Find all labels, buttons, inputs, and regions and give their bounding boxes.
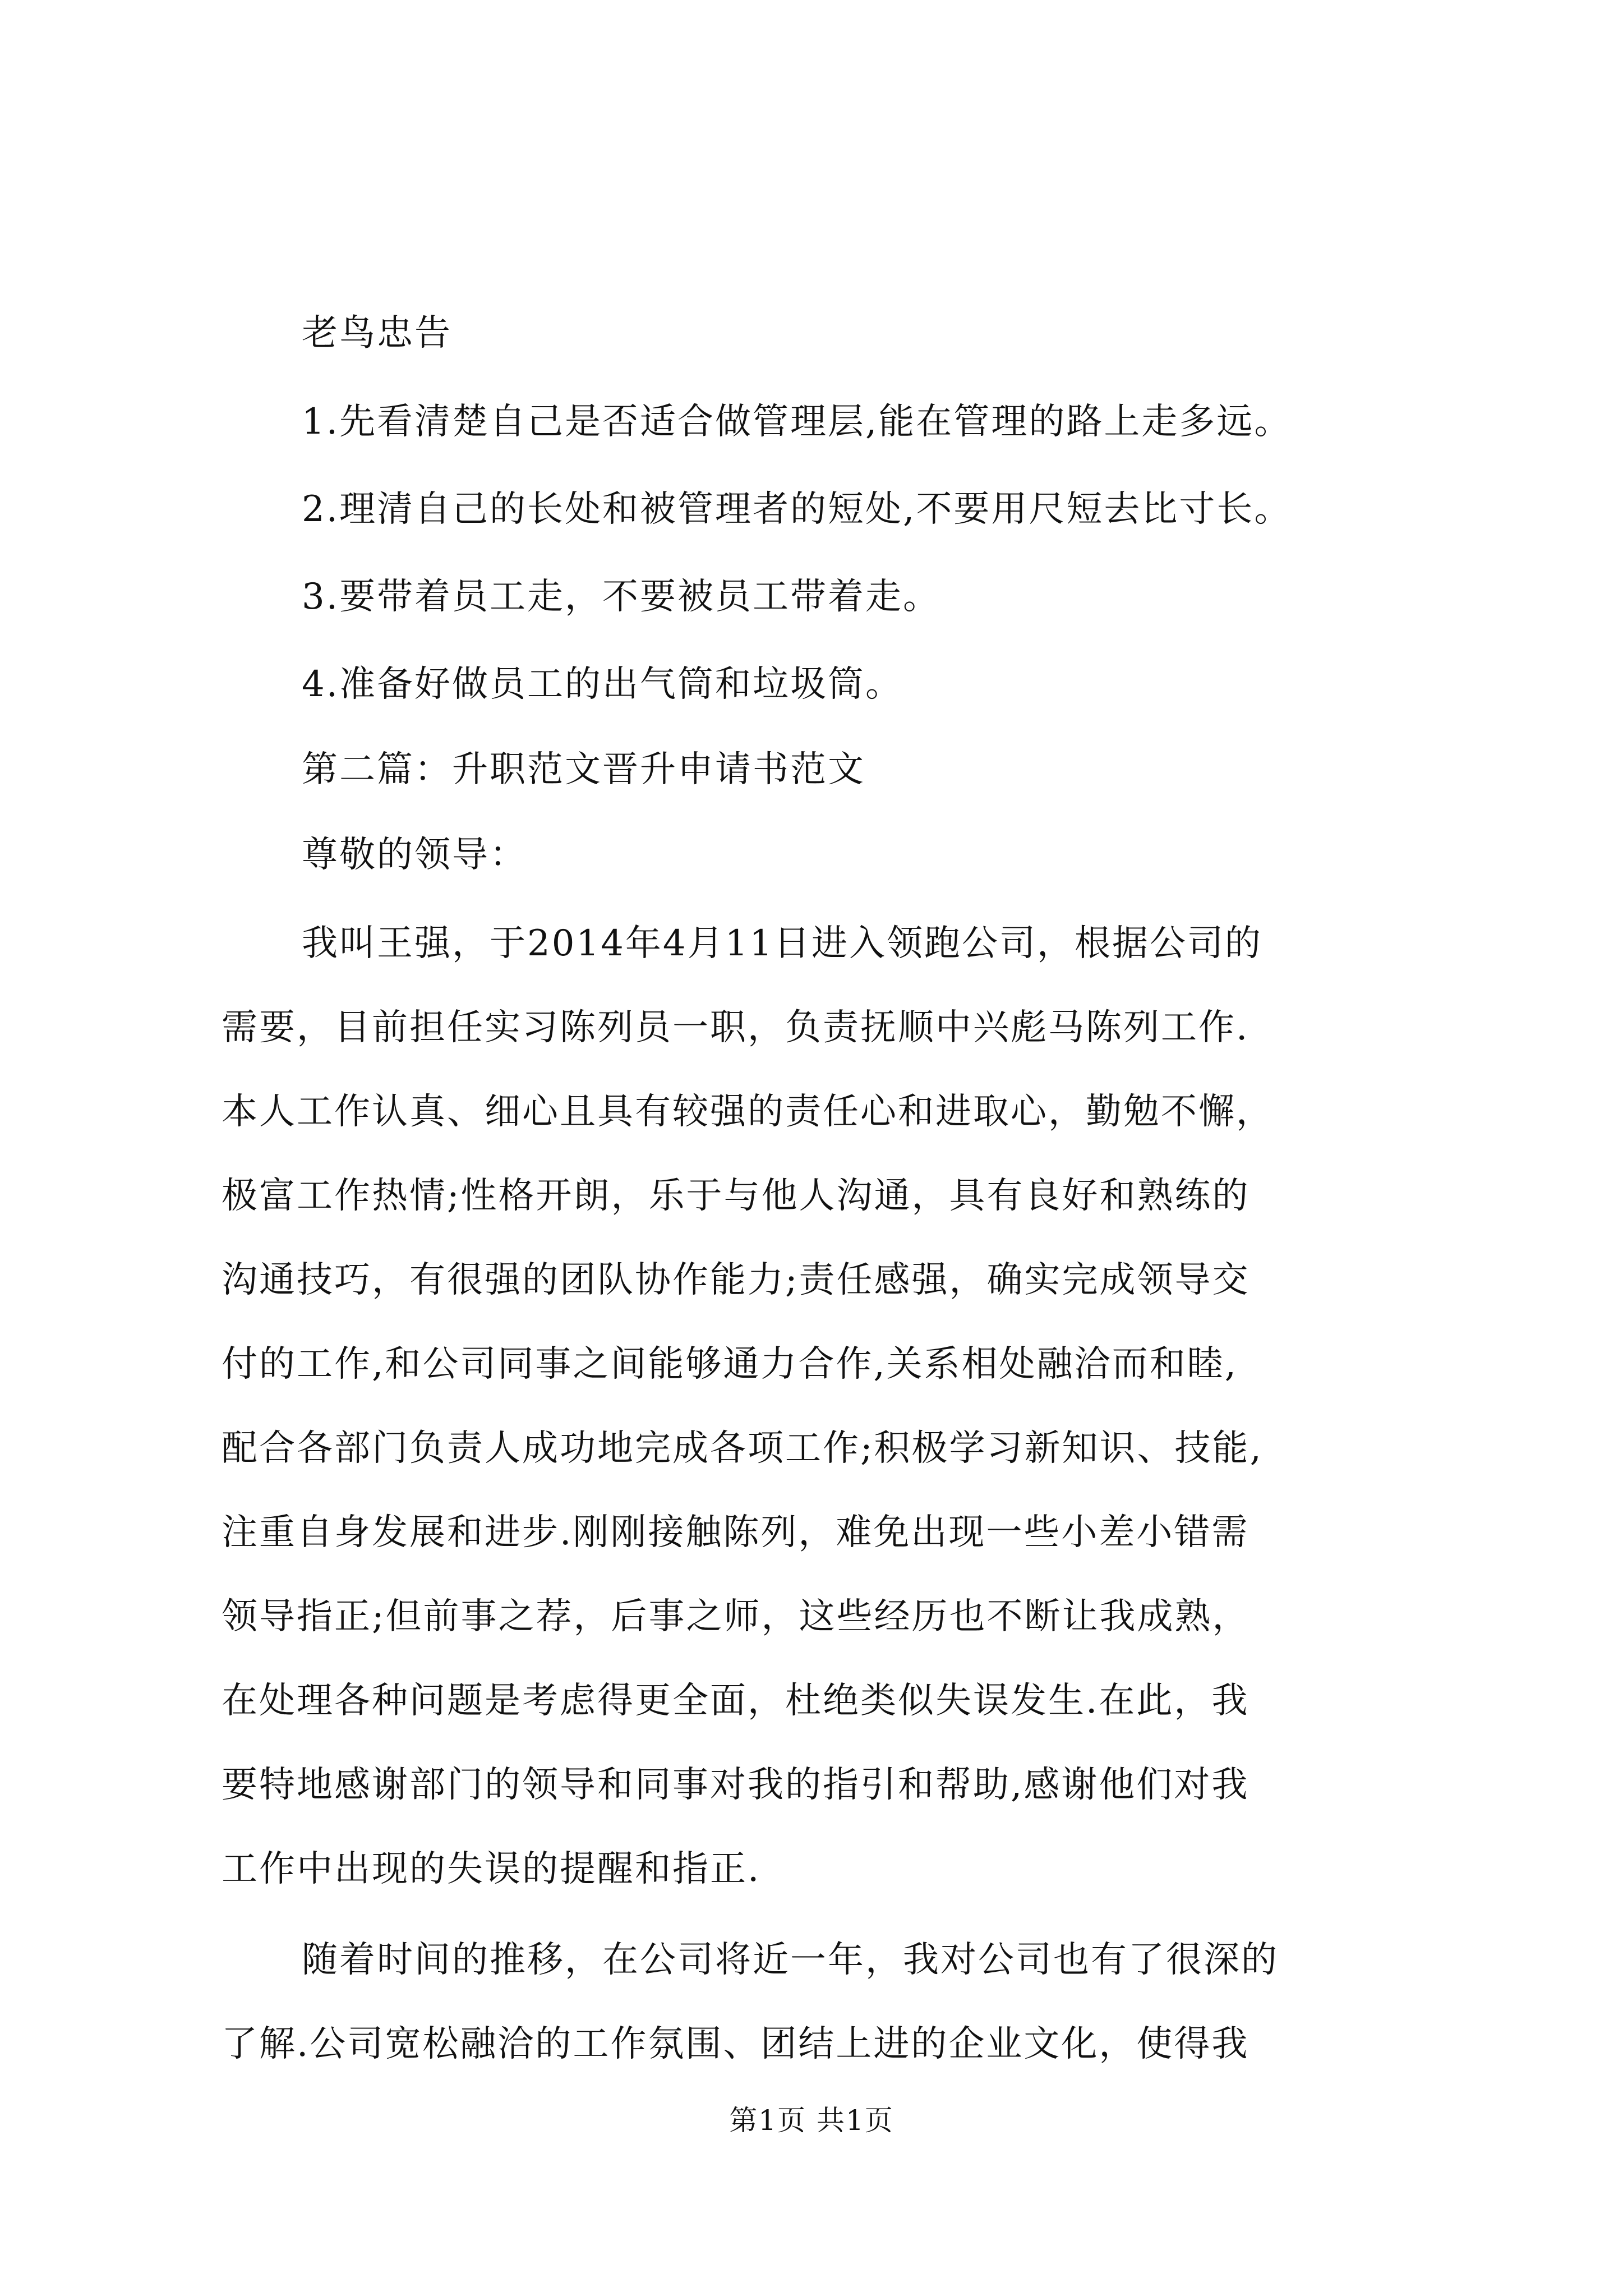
tip-item-3: 3.要带着员工走，不要被员工带着走。 xyxy=(302,576,941,618)
page-footer: 第1页 共1页 xyxy=(729,2104,894,2137)
salutation: 尊敬的领导： xyxy=(302,834,527,876)
paragraph-line: 本人工作认真、细心且具有较强的责任心和进取心，勤勉不懈， xyxy=(222,1091,1274,1133)
paragraph-line: 要特地感谢部门的领导和同事对我的指引和帮助,感谢他们对我 xyxy=(222,1764,1249,1806)
paragraph-line: 领导指正;但前事之荐，后事之师，这些经历也不断让我成熟， xyxy=(222,1596,1250,1637)
paragraph-line: 我叫王强，于2014年4月11日进入领跑公司，根据公司的 xyxy=(302,923,1263,964)
paragraph-line: 了解.公司宽松融洽的工作氛围、团结上进的企业文化，使得我 xyxy=(222,2023,1249,2065)
paragraph-line: 需要，目前担任实习陈列员一职，负责抚顺中兴彪马陈列工作. xyxy=(222,1007,1249,1048)
paragraph-line: 极富工作热情;性格开朗，乐于与他人沟通，具有良好和熟练的 xyxy=(222,1175,1250,1217)
paragraph-line: 注重自身发展和进步.刚刚接触陈列，难免出现一些小差小错需 xyxy=(222,1512,1249,1553)
paragraph-line: 沟通技巧，有很强的团队协作能力;责任感强，确实完成领导交 xyxy=(222,1259,1250,1301)
chapter-title: 第二篇：升职范文晋升申请书范文 xyxy=(302,749,865,790)
paragraph-line: 付的工作,和公司同事之间能够通力合作,关系相处融洽而和睦, xyxy=(222,1343,1238,1385)
paragraph-line: 配合各部门负责人成功地完成各项工作;积极学习新知识、技能, xyxy=(222,1428,1263,1469)
tip-item-1: 1.先看清楚自己是否适合做管理层,能在管理的路上走多远。 xyxy=(302,401,1292,443)
tip-item-2: 2.理清自己的长处和被管理者的短处,不要用尺短去比寸长。 xyxy=(302,489,1292,530)
tip-item-4: 4.准备好做员工的出气筒和垃圾筒。 xyxy=(302,664,903,705)
paragraph-line: 在处理各种问题是考虑得更全面，杜绝类似失误发生.在此，我 xyxy=(222,1680,1249,1722)
paragraph-line: 工作中出现的失误的提醒和指正. xyxy=(222,1848,761,1890)
paragraph-line: 随着时间的推移，在公司将近一年，我对公司也有了很深的 xyxy=(302,1939,1279,1981)
section-heading: 老鸟忠告 xyxy=(302,312,452,354)
